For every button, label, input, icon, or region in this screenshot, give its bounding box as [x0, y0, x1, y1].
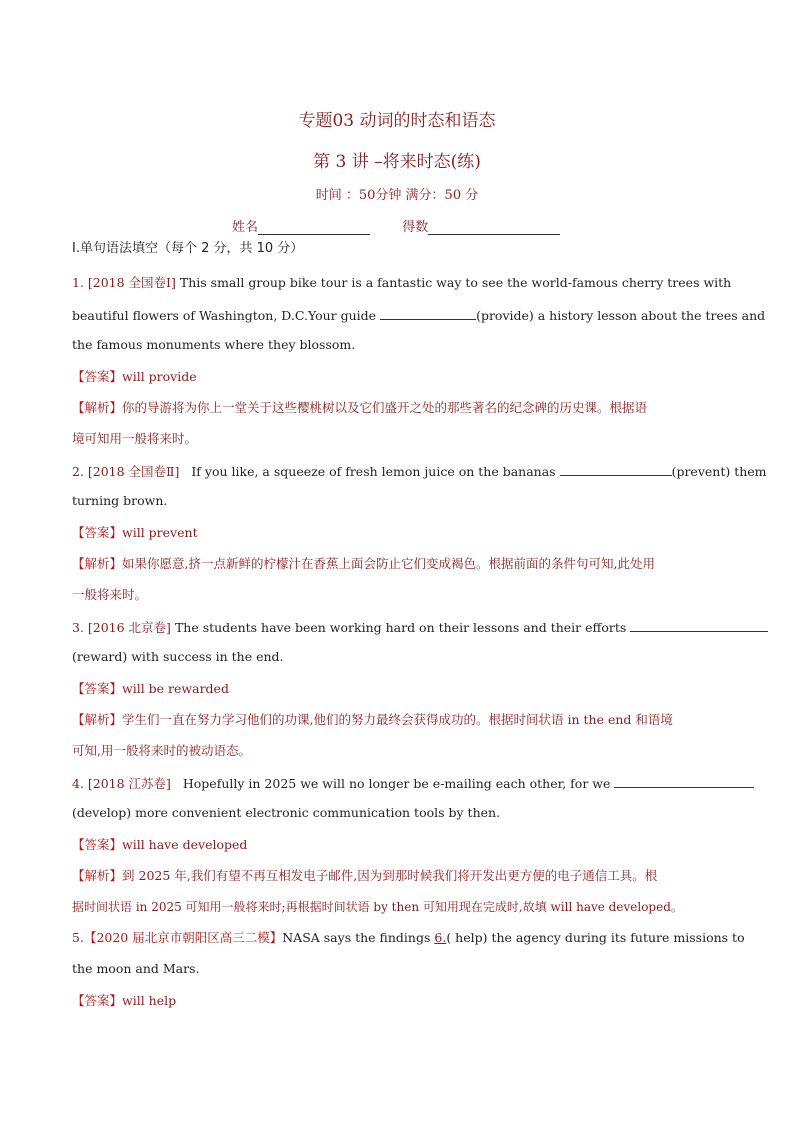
q5-answer: 【答案】will help [72, 993, 177, 1008]
name-score-bar [232, 216, 560, 235]
page-subtitle: 第 3 讲 –将来时态(练) [313, 152, 481, 172]
q1-line3: the famous monuments where they blossom. [72, 337, 356, 352]
q3-analysis-2: 可知,用一般将来时的被动语态。 [72, 743, 251, 758]
score-blank[interactable] [428, 220, 560, 235]
q5-line2: the moon and Mars. [72, 961, 200, 976]
q5-line1: 5.【2020 届北京市朝阳区高三二模】NASA says the findings 6.( help) the agency during its future missions to [72, 930, 745, 945]
q4-analysis-2: 据时间状语 in 2025 可知用一般将来时;再根据时间状语 by then 可知用现在完成时,故填 will have developed。 [72, 900, 683, 914]
q1-blank[interactable] [380, 306, 476, 320]
q1-answer: 【答案】will provide [72, 369, 197, 384]
section-heading: Ⅰ.单句语法填空（每个 2 分，共 10 分） [72, 241, 304, 256]
q4-blank[interactable] [614, 774, 754, 788]
time-info: 时间 ：50分钟 满分：50 分 [315, 188, 479, 203]
q3-line2: (reward) with success in the end. [72, 649, 284, 664]
q3-answer: 【答案】will be rewarded [72, 681, 229, 696]
q4-answer: 【答案】will have developed [72, 837, 248, 852]
q1-analysis-2: 境可知用一般将来时。 [72, 431, 198, 446]
q5-blank-number[interactable]: 6. [434, 930, 447, 945]
q4-analysis-1: 【解析】到 2025 年,我们有望不再互相发电子邮件,因为到那时候我们将开发出更方便的电子通信工具。根 [72, 868, 658, 883]
q2-line1: 2. [2018 全国卷Ⅱ] If you like, a squeeze of fresh lemon juice on the bananas (prevent) them [72, 464, 767, 479]
q3-blank[interactable] [630, 618, 768, 632]
q4-line2: (develop) more convenient electronic communication tools by then. [72, 805, 501, 820]
q2-answer: 【答案】will prevent [72, 525, 198, 540]
q1-analysis-1: 【解析】你的导游将为你上一堂关于这些樱桃树以及它们盛开之处的那些著名的纪念碑的历史课。根据语 [72, 400, 648, 415]
page-title: 专题03 动词的时态和语态 [298, 111, 496, 131]
q2-line2: turning brown. [72, 493, 168, 508]
q2-analysis-2: 一般将来时。 [72, 587, 148, 602]
q1-line1: 1. [2018 全国卷Ⅰ] This small group bike tour is a fantastic way to see the world-famous cherry trees with [72, 275, 732, 290]
score-label: 得数 [402, 220, 429, 235]
name-blank[interactable] [258, 220, 370, 235]
q4-line1: 4. [2018 江苏卷] Hopefully in 2025 we will no longer be e-mailing each other, for we [72, 774, 728, 792]
q2-analysis-1: 【解析】如果你愿意,挤一点新鲜的柠檬汁在香蕉上面会防止它们变成褐色。根据前面的条件句可知,此处用 [72, 556, 655, 571]
q1-line2: beautiful flowers of Washington, D.C.Your guide (provide) a history lesson about the trees and [72, 308, 766, 323]
q3-line1: 3. [2016 北京卷] The students have been working hard on their lessons and their efforts [72, 618, 728, 636]
name-label: 姓名 [232, 220, 259, 235]
q2-blank[interactable] [560, 462, 672, 476]
q3-analysis-1: 【解析】学生们一直在努力学习他们的功课,他们的努力最终会获得成功的。根据时间状语 in the end 和语境 [72, 712, 673, 727]
